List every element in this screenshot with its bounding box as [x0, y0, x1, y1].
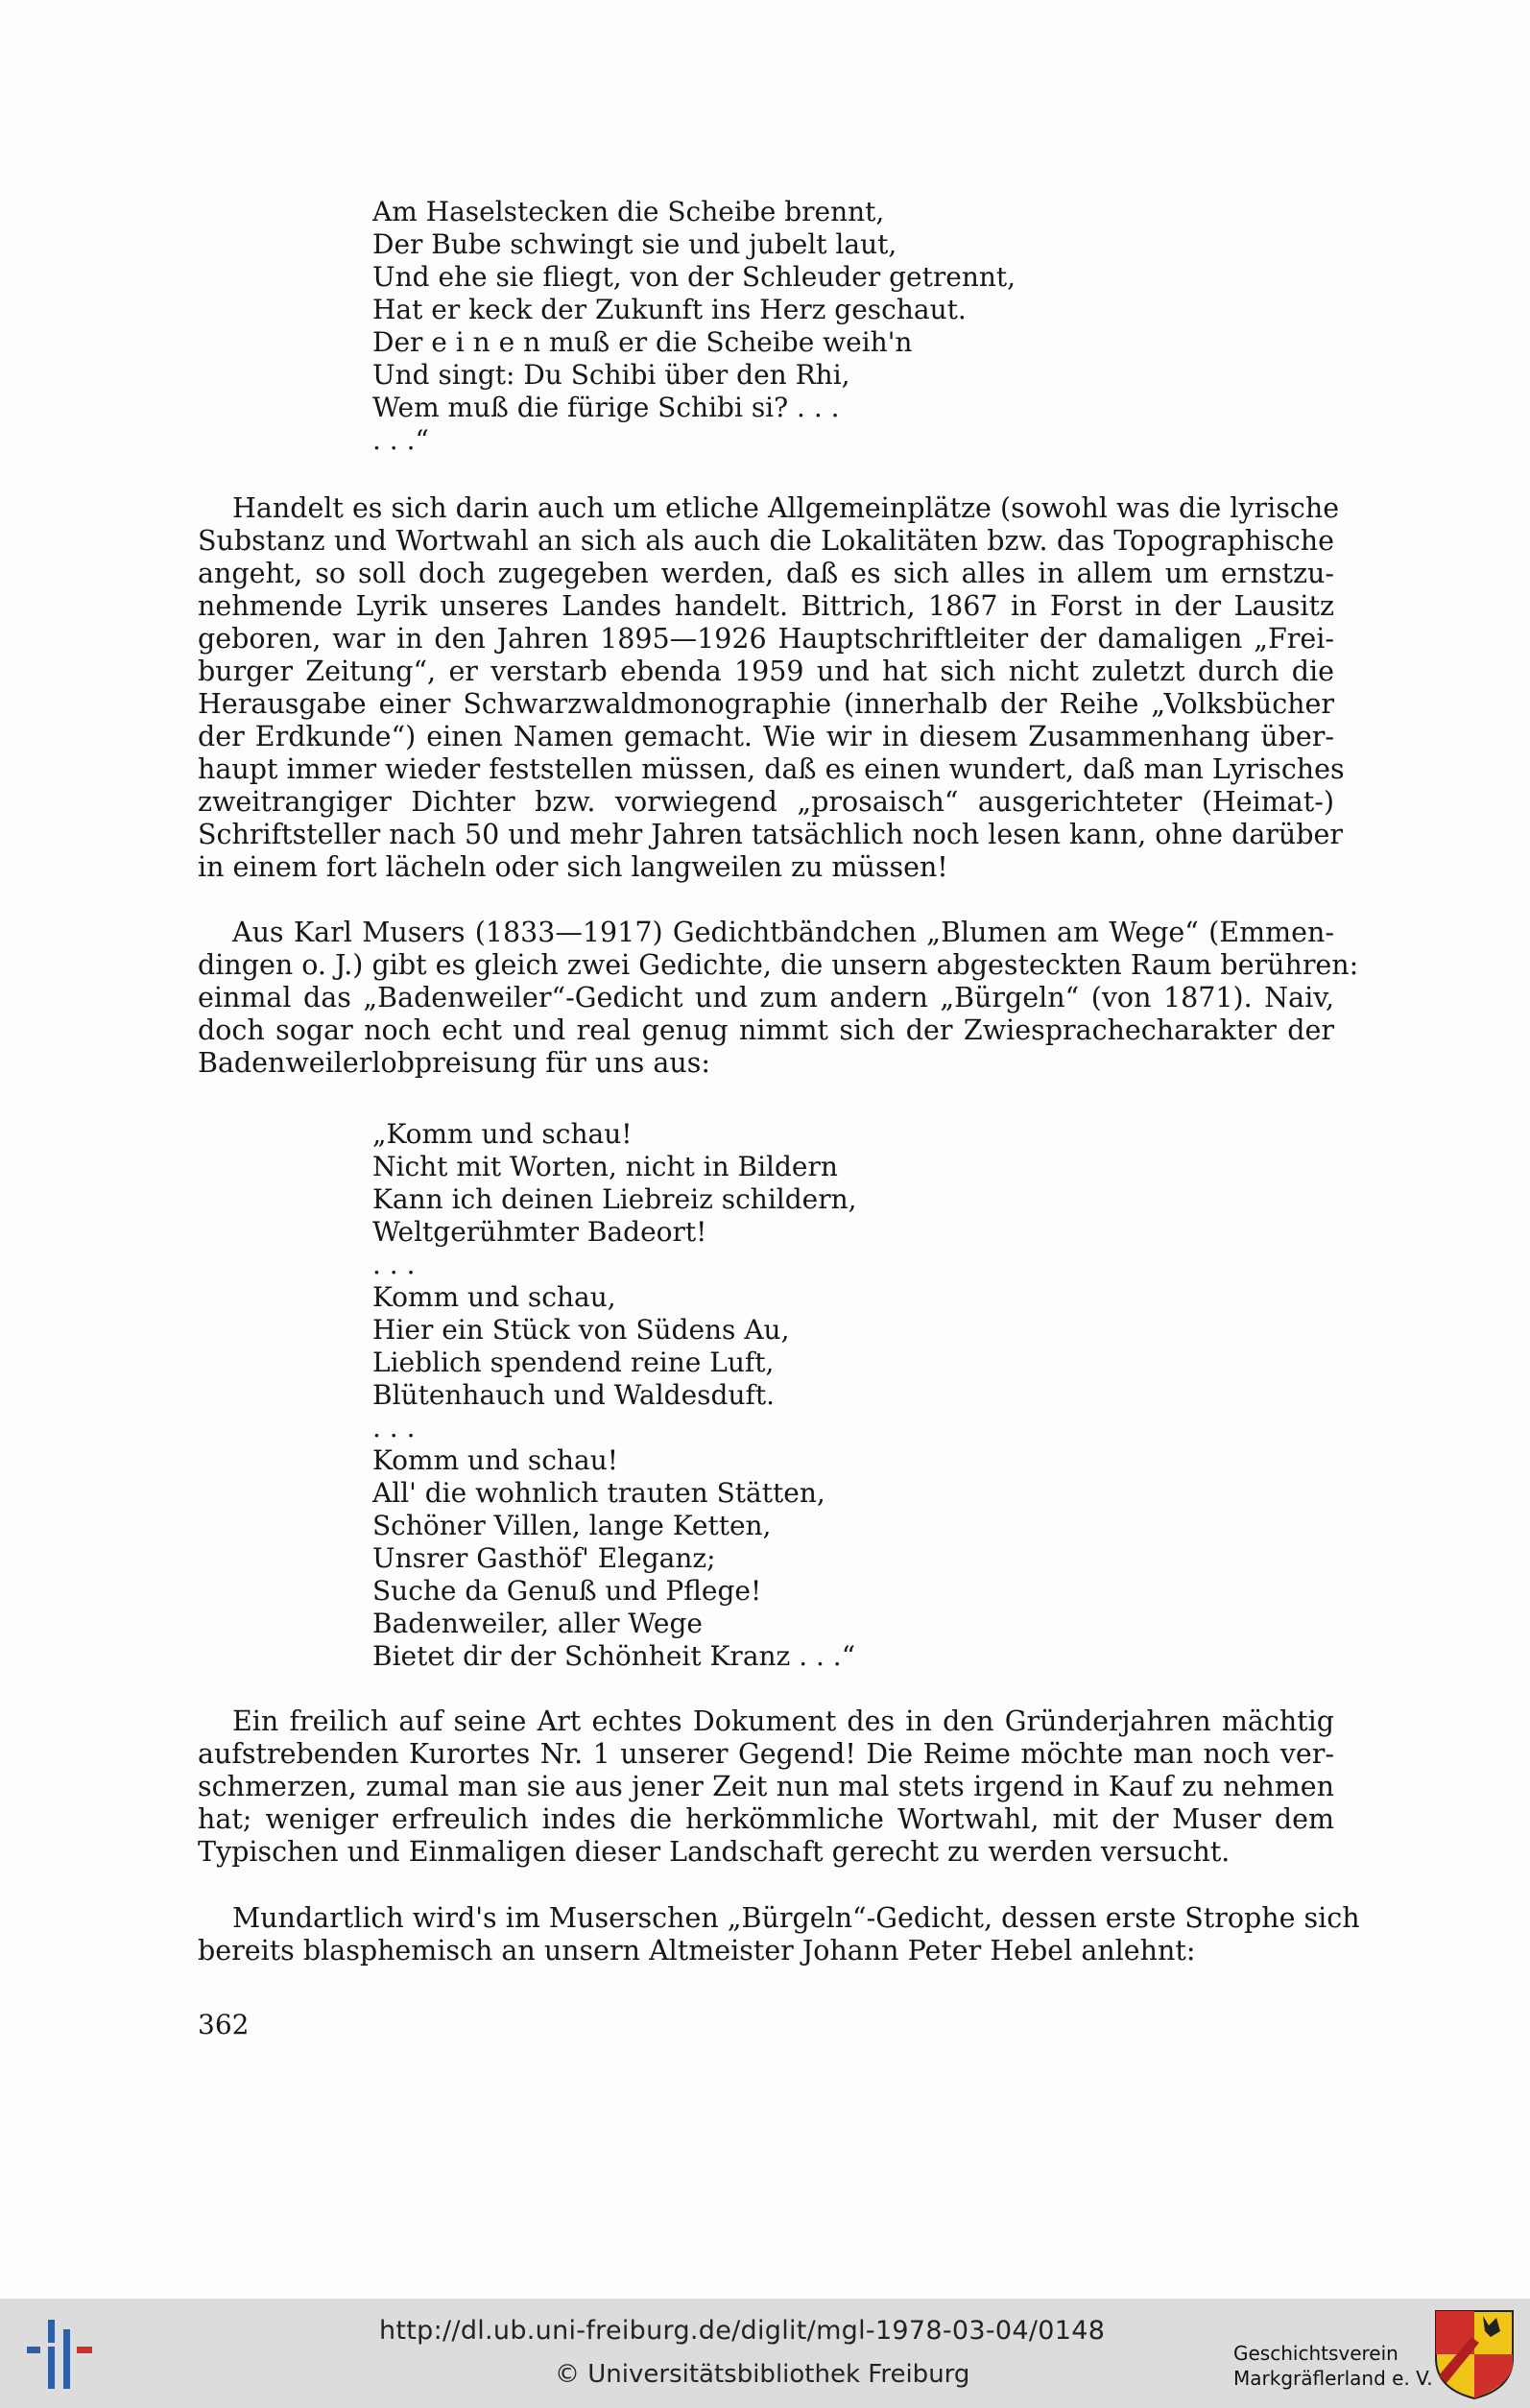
poem-bittrich	[372, 196, 1016, 457]
verse-line: Badenweiler, aller Wege	[372, 1608, 703, 1639]
verse-line: Unsrer Gasthöf' Eleganz;	[372, 1542, 716, 1574]
verse-line: Und singt: Du Schibi über den Rhi,	[372, 359, 850, 391]
verse-line: Weltgerühmter Badeort!	[372, 1216, 707, 1248]
verse-line: Hat er keck der Zukunft ins Herz geschaut.	[372, 294, 967, 325]
text-line: Handelt es sich darin auch um etliche Allgemeinplätze (sowohl was die lyrische	[232, 492, 1340, 524]
verse-line: Der e i n e n muß er die Scheibe weih'n	[372, 326, 913, 358]
text-line: einmal das „Badenweiler“-Gedicht und zum andern „Bürgeln“ (von 1871). Naiv,	[198, 982, 1334, 1013]
text-line: Typischen und Einmaligen dieser Landschaft gerecht zu werden versucht.	[198, 1836, 1231, 1868]
verse-line: Blütenhauch und Waldesduft.	[372, 1379, 776, 1411]
verse-line: Und ehe sie fliegt, von der Schleuder getrennt,	[372, 261, 1016, 293]
verse-line: „Komm und schau!	[372, 1118, 633, 1150]
text-line: Mundartlich wird's im Muserschen „Bürgeln“-Gedicht, dessen erste Strophe sich	[232, 1902, 1360, 1934]
text-line: Schriftsteller nach 50 und mehr Jahren tatsächlich noch lesen kann, ohne darüber	[198, 819, 1344, 850]
footer-copyright: © Universitätsbibliothek Freiburg	[555, 2360, 970, 2389]
text-line: angeht, so soll doch zugegeben werden, daß es sich alles in allem um ernstzu-	[198, 558, 1334, 589]
verse-line: . . .	[372, 1249, 416, 1280]
ub-freiburg-logo-icon	[21, 2318, 98, 2389]
verse-line: Suche da Genuß und Pflege!	[372, 1575, 762, 1607]
page-number: 362	[198, 2009, 250, 2040]
text-line: Badenweilerlobpreisung für uns aus:	[198, 1047, 710, 1079]
paragraph-muser-intro	[198, 917, 1359, 1080]
paragraph-buergeln	[198, 1902, 1360, 1967]
text-line: geboren, war in den Jahren 1895—1926 Hauptschriftleiter der damaligen „Frei-	[198, 623, 1334, 655]
verse-line: Am Haselstecken die Scheibe brennt,	[372, 196, 885, 227]
text-line: Herausgabe einer Schwarzwaldmonographie (innerhalb der Reihe „Volksbücher	[198, 688, 1334, 720]
text-line: Substanz und Wortwahl an sich als auch die Lokalitäten bzw. das Topographische	[198, 525, 1334, 557]
society-name-line1: Geschichtsverein	[1233, 2342, 1399, 2365]
verse-line: Schöner Villen, lange Ketten,	[372, 1510, 772, 1541]
text-line: schmerzen, zumal man sie aus jener Zeit nun mal stets irgend in Kauf zu nehmen	[198, 1771, 1334, 1802]
text-line: der Erdkunde“) einen Namen gemacht. Wie wir in diesem Zusammenhang über-	[198, 721, 1334, 752]
paragraph-bittrich	[198, 492, 1345, 884]
text-line: nehmende Lyrik unseres Landes handelt. Bittrich, 1867 in Forst in der Lausitz	[198, 590, 1334, 622]
text-line: in einem fort lächeln oder sich langweilen zu müssen!	[198, 851, 948, 883]
verse-line: Kann ich deinen Liebreiz schildern,	[372, 1183, 857, 1215]
verse-line: Wem muß die fürige Schibi si? . . .	[372, 392, 840, 423]
verse-line: Komm und schau!	[372, 1444, 618, 1476]
text-line: Aus Karl Musers (1833—1917) Gedichtbändchen „Blumen am Wege“ (Emmen-	[232, 917, 1334, 948]
verse-line: Hier ein Stück von Südens Au,	[372, 1314, 790, 1346]
society-name	[1233, 2341, 1433, 2391]
poem-badenweiler	[372, 1118, 857, 1673]
verse-line: Lieblich spendend reine Luft,	[372, 1347, 775, 1378]
text-line: burger Zeitung“, er verstarb ebenda 1959 und hat sich nicht zuletzt durch die	[198, 656, 1334, 687]
text-line: bereits blasphemisch an unsern Altmeister Johann Peter Hebel anlehnt:	[198, 1935, 1196, 1967]
verse-line: All' die wohnlich trauten Stätten,	[372, 1477, 825, 1509]
footer-bar	[0, 2299, 1530, 2408]
society-name-line2: Markgräflerland e. V.	[1233, 2367, 1433, 2390]
verse-line: Komm und schau,	[372, 1281, 616, 1313]
text-line: zweitrangiger Dichter bzw. vorwiegend „prosaisch“ ausgerichteter (Heimat-)	[198, 786, 1334, 818]
verse-line: . . .“	[372, 424, 429, 456]
coat-of-arms-icon	[1433, 2308, 1516, 2400]
verse-line: . . .	[372, 1412, 416, 1443]
text-line: doch sogar noch echt und real genug nimmt sich der Zwiesprachecharakter der	[198, 1014, 1334, 1046]
footer-url[interactable]: http://dl.ub.uni-freiburg.de/diglit/mgl-1978-03-04/0148	[379, 2316, 1106, 2346]
verse-line: Nicht mit Worten, nicht in Bildern	[372, 1151, 838, 1182]
text-line: Ein freilich auf seine Art echtes Dokument des in den Gründerjahren mächtig	[232, 1705, 1334, 1737]
paragraph-kurort	[198, 1705, 1334, 1869]
verse-line: Bietet dir der Schönheit Kranz . . .“	[372, 1640, 856, 1672]
text-line: haupt immer wieder feststellen müssen, daß es einen wundert, daß man Lyrisches	[198, 753, 1345, 785]
text-line: dingen o. J.) gibt es gleich zwei Gedichte, die unsern abgesteckten Raum berühren:	[198, 949, 1359, 981]
text-line: hat; weniger erfreulich indes die herkömmliche Wortwahl, mit der Muser dem	[198, 1803, 1334, 1835]
verse-line: Der Bube schwingt sie und jubelt laut,	[372, 228, 897, 260]
text-line: aufstrebenden Kurortes Nr. 1 unserer Gegend! Die Reime möchte man noch ver-	[198, 1738, 1334, 1770]
